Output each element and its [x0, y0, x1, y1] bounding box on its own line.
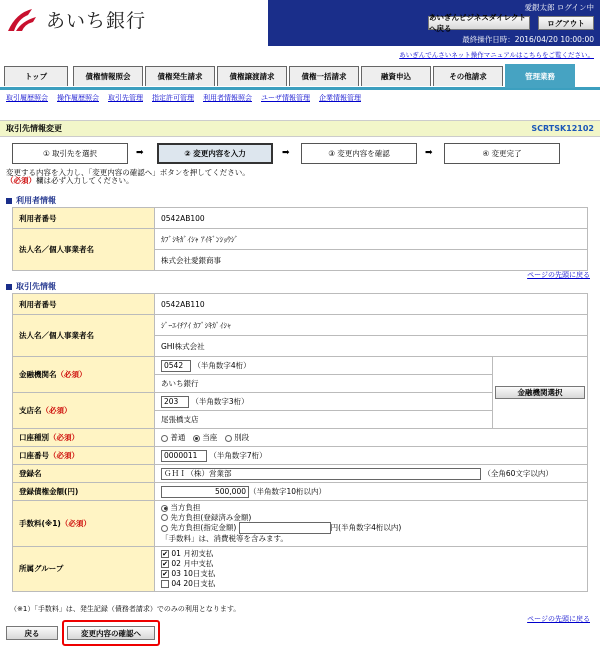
- tab-loan[interactable]: 融資申込: [361, 66, 431, 86]
- partner-info-table: 利用者番号 0542AB110 法人名／個人事業者名 ｼﾞｰｴｲﾁｱｲ ｶﾌﾞｼｷｶﾞｲｼｬ GHI株式会社 金融機関名（必須） 0542 （半角数字4桁） 金融機関選択 あいち銀行 支店名（必須） 203 （半角数字3桁） 尾張橋支店 口座種別（必須） 普通 当座 別段 口座番号（必須） 0000011 （半角数字7桁） 登録名 ＧＨＩ（株）営業部 （全角60文字以内） 登録債権金額(円) 500,000 （半角数字10桁以内） 手数料(※1)（必須） 当方負担 先方負担(登録済み金額) 先方負担(指定金額) 円(半角数字4桁以内) 「手数料」は、消費税等を含みます。 所属グループ ✔ 01 月初支払 ✔ 02 月中支払 ✔ 03 10日支払 04 20日支払: [12, 293, 588, 592]
- bank-code-input[interactable]: 0542: [161, 360, 191, 372]
- subnav-user-mgmt[interactable]: ユーザ情報管理: [261, 94, 310, 102]
- fee-specified-radio[interactable]: [161, 525, 168, 532]
- fee-label: 手数料(※1)（必須）: [13, 501, 155, 547]
- user-panel: [268, 0, 600, 46]
- step-3: ③ 変更内容を確認: [301, 143, 417, 164]
- subnav-permit-mgmt[interactable]: 指定許可管理: [152, 94, 194, 102]
- branch-label: 支店名（必須）: [13, 393, 155, 429]
- instruction-line-1: 変更する内容を入力し、「変更内容の確認へ」ボタンを押してください。: [6, 168, 250, 177]
- acct-no-label: 口座番号（必須）: [13, 447, 155, 465]
- acct-type-regular-radio[interactable]: [161, 435, 168, 442]
- acct-no-input[interactable]: 0000011: [161, 450, 207, 462]
- fee-note: 「手数料」は、消費税等を含みます。: [161, 534, 288, 543]
- bank-logo: [6, 6, 146, 33]
- step-2: ② 変更内容を入力: [157, 143, 273, 164]
- page-title: 取引先情報変更: [6, 124, 62, 133]
- amount-label: 登録債権金額(円): [13, 483, 155, 501]
- amount-input[interactable]: 500,000: [161, 486, 249, 498]
- biz-direct-button[interactable]: あいぎんビジネスダイレクトへ戻る: [428, 16, 530, 30]
- bank-logo-icon: [6, 7, 40, 33]
- page-title-bar: [0, 120, 600, 137]
- group-2-checkbox[interactable]: ✔: [162, 559, 168, 568]
- user-no-label: 利用者番号: [13, 208, 155, 229]
- reg-name-input[interactable]: ＧＨＩ（株）営業部: [161, 468, 481, 480]
- last-operation: 最終操作日時：2016/04/20 10:00:00: [462, 35, 594, 44]
- user-no-value: 0542AB100: [155, 208, 588, 229]
- branch-code-hint: （半角数字3桁）: [191, 396, 249, 406]
- acct-type-special-radio[interactable]: [225, 435, 232, 442]
- branch-name-value: 尾張橋支店: [155, 411, 493, 429]
- subnav-transaction-history[interactable]: 取引履歴照会: [6, 94, 48, 102]
- sub-nav: [6, 93, 361, 103]
- partner-no-label: 利用者番号: [13, 294, 155, 315]
- required-mark: （必須）: [6, 176, 36, 185]
- section-square-icon: [6, 198, 12, 204]
- reg-name-label: 登録名: [13, 465, 155, 483]
- partner-name-label: 法人名／個人事業者名: [13, 315, 155, 357]
- group-label: 所属グループ: [13, 546, 155, 591]
- user-name: 愛銀太郎 ログイン中: [524, 3, 594, 12]
- subnav-operation-history[interactable]: 操作履歴照会: [57, 94, 99, 102]
- step-1: ① 取引先を選択: [12, 143, 128, 164]
- subnav-user-inquiry[interactable]: 利用者情報照会: [203, 94, 252, 102]
- fee-own-radio[interactable]: [161, 505, 168, 512]
- subnav-partner-mgmt[interactable]: 取引先管理: [108, 94, 143, 102]
- bank-name-value: あいち銀行: [155, 375, 493, 393]
- tab-other[interactable]: その他請求: [433, 66, 503, 86]
- user-name-value: 株式会社愛銀商事: [155, 250, 588, 271]
- tab-inquiry[interactable]: 債権情報照会: [73, 66, 143, 86]
- partner-name-value: GHI株式会社: [155, 336, 588, 357]
- acct-type-label: 口座種別（必須）: [13, 429, 155, 447]
- logout-button[interactable]: ログアウト: [538, 16, 594, 30]
- branch-code-input[interactable]: 203: [161, 396, 189, 408]
- step-arrow-icon: ➡: [282, 148, 290, 158]
- user-name-label: 法人名／個人事業者名: [13, 229, 155, 271]
- instruction-line-2: 欄は必ず入力してください。: [36, 176, 134, 185]
- tab-top[interactable]: トップ: [4, 66, 68, 86]
- acct-type-current-radio[interactable]: [193, 435, 200, 442]
- tab-transfer[interactable]: 債権譲渡請求: [217, 66, 287, 86]
- page-top-link[interactable]: ページの先頭に戻る: [527, 271, 590, 279]
- step-4: ④ 変更完了: [444, 143, 560, 164]
- footnote: （※1）「手数料」は、発生記録（債務者請求）でのみの利用となります。: [10, 605, 241, 613]
- group-4-checkbox[interactable]: [161, 580, 169, 588]
- manual-link[interactable]: あいぎんでんさいネット操作マニュアルはこちらをご覧ください。: [399, 51, 594, 59]
- screen-code: SCRTSK12102: [531, 124, 594, 133]
- partner-info-heading: 取引先情報: [6, 281, 56, 292]
- page-top-link-2[interactable]: ページの先頭に戻る: [527, 615, 590, 623]
- user-info-heading: 利用者情報: [6, 195, 56, 206]
- fee-registered-radio[interactable]: [161, 514, 168, 521]
- user-name-kana: ｶﾌﾞｼｷｶﾞｲｼｬ ｱｲｷﾞﾝｼｮｳｼﾞ: [155, 229, 588, 250]
- step-arrow-icon: ➡: [136, 148, 144, 158]
- fee-amount-input[interactable]: [239, 522, 331, 534]
- step-arrow-icon: ➡: [425, 148, 433, 158]
- bank-code-hint: （半角数字4桁）: [193, 360, 251, 370]
- tab-bulk[interactable]: 債権一括請求: [289, 66, 359, 86]
- bank-label: 金融機関名（必須）: [13, 357, 155, 393]
- bank-select-button[interactable]: 金融機関選択: [495, 386, 585, 399]
- user-info-table: [12, 207, 588, 271]
- section-square-icon: [6, 284, 12, 290]
- main-tabs: [0, 62, 600, 90]
- instructions: [6, 169, 250, 185]
- tab-issue[interactable]: 債権発生請求: [145, 66, 215, 86]
- bank-name: あいち銀行: [46, 10, 147, 32]
- group-3-checkbox[interactable]: ✔: [162, 569, 168, 578]
- subnav-company-mgmt[interactable]: 企業情報管理: [319, 94, 361, 102]
- group-1-checkbox[interactable]: ✔: [162, 549, 168, 558]
- partner-name-kana: ｼﾞｰｴｲﾁｱｲ ｶﾌﾞｼｷｶﾞｲｼｬ: [155, 315, 588, 336]
- tab-admin[interactable]: 管理業務: [505, 64, 575, 88]
- partner-no-value: 0542AB110: [155, 294, 588, 315]
- confirm-button[interactable]: 変更内容の確認へ: [67, 626, 155, 640]
- back-button[interactable]: 戻る: [6, 626, 58, 640]
